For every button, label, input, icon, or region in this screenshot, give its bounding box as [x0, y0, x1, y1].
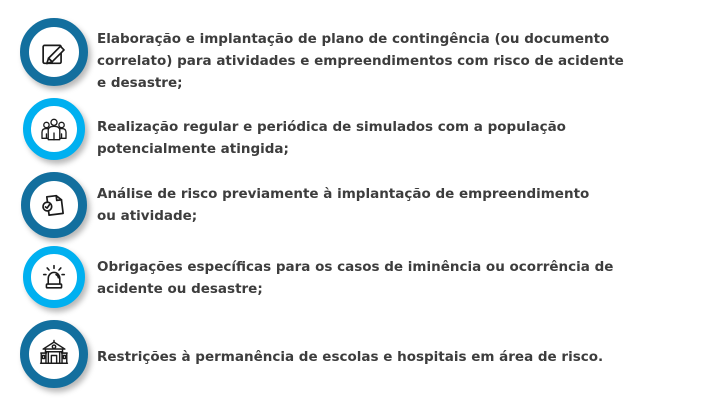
list-item-icon-badge: [21, 172, 87, 238]
list-item-text: [97, 256, 613, 300]
text-line: Restrições à permanência de escolas e hospitais em área de risco.: [97, 349, 604, 365]
people-group-icon: [38, 113, 70, 145]
text-line: potencialmente atingida;: [97, 141, 289, 157]
text-line: Análise de risco previamente à implantação de empreendimento: [97, 186, 590, 202]
list-item-text: [97, 183, 589, 227]
list-item-icon-badge: [20, 18, 88, 86]
list-item-icon-badge: [20, 320, 88, 388]
list-item-text: [97, 346, 603, 368]
text-line: Elaboração e implantação de plano de contingência (ou documento: [97, 31, 610, 47]
text-line: acidente ou desastre;: [97, 281, 263, 297]
list-item-icon-badge: [23, 246, 85, 308]
document-check-icon: [37, 188, 71, 222]
list-item-text: [97, 28, 624, 94]
list-item-icon-badge: [23, 98, 85, 160]
text-line: Realização regular e periódica de simulados com a população: [97, 119, 566, 135]
school-building-icon: [37, 337, 71, 371]
text-line: ou atividade;: [97, 208, 198, 224]
text-line: e desastre;: [97, 75, 183, 91]
list-item-text: [97, 116, 566, 160]
text-line: correlato) para atividades e empreendimentos com risco de acidente: [97, 53, 624, 69]
edit-icon: [37, 35, 71, 69]
siren-icon: [38, 261, 70, 293]
text-line: Obrigações específicas para os casos de iminência ou ocorrência de: [97, 259, 614, 275]
